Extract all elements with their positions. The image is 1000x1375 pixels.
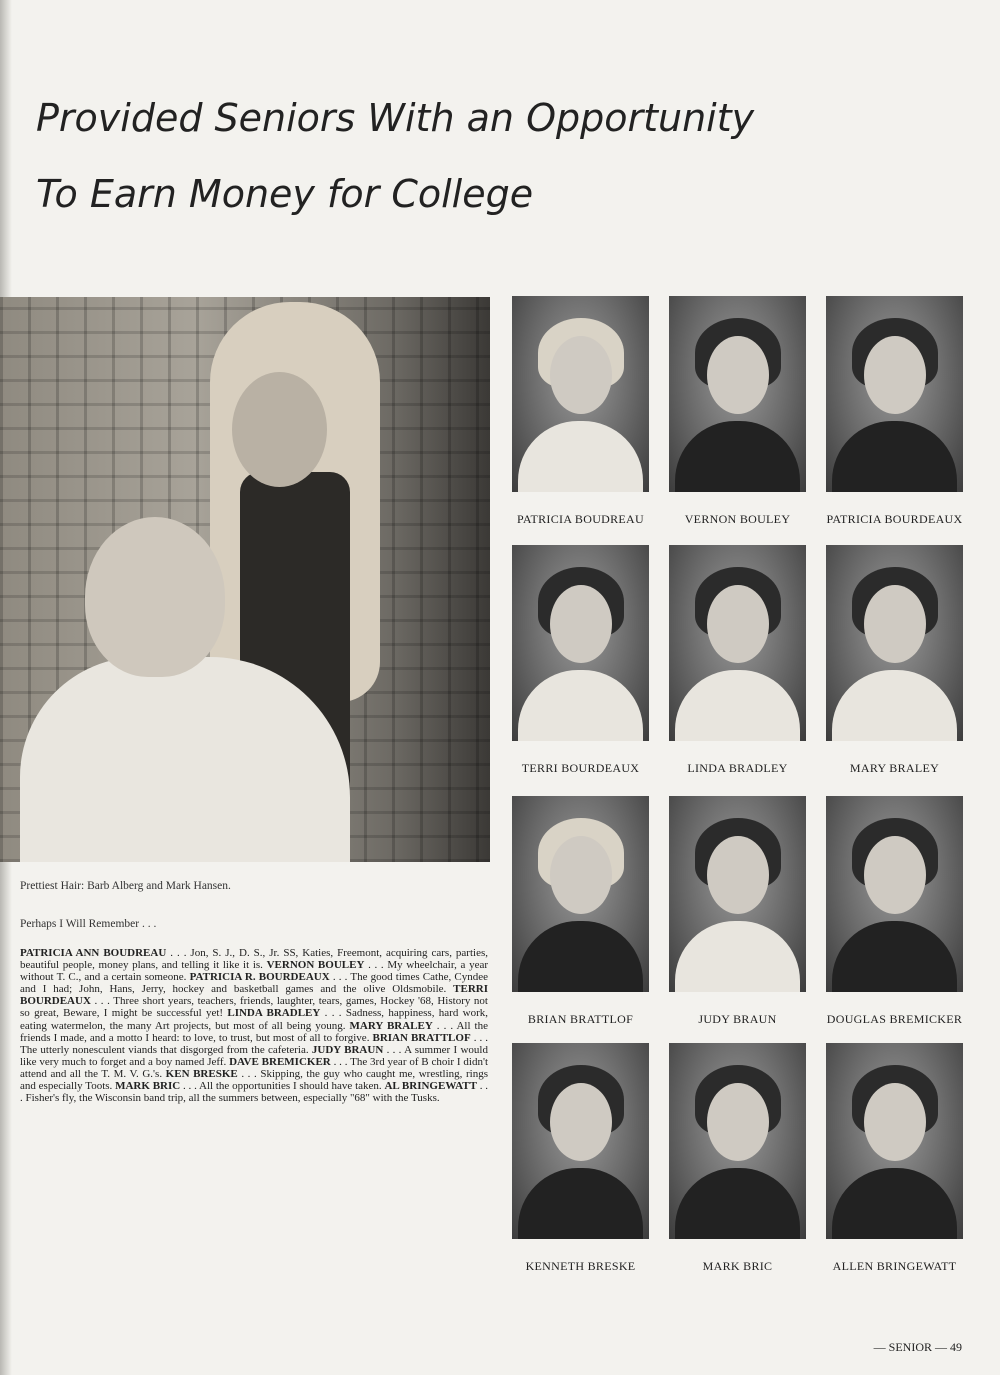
memory-text: . . . The utterly nonesculent viands that disgorged from the cafeteria. (20, 1031, 489, 1056)
memory-entry (115, 1080, 384, 1092)
portrait-photo (669, 545, 806, 741)
portrait-name: LINDA BRADLEY (687, 761, 788, 775)
memory-text: . . . My wheelchair, a year without T. C., and a certain someone. (20, 959, 488, 984)
page-headline (36, 80, 936, 232)
portrait-name: TERRI BOURDEAUX (521, 761, 640, 775)
portrait-name: ALLEN BRINGEWATT (832, 1259, 957, 1273)
memory-text: . . . Jon, S. J., D. S., Jr. SS, Katies, Freemont, acquiring cars, parties, beautiful people, money plans, and telling it like it is. (20, 947, 488, 972)
portrait-name: PATRICIA BOURDEAUX (826, 512, 963, 526)
memory-name: JUDY BRAUN (311, 1043, 384, 1056)
portrait-photo (826, 545, 963, 741)
portrait-name: BRIAN BRATTLOF (527, 1012, 634, 1026)
headline-line-2: To Earn Money for College (36, 172, 534, 216)
senior-portrait (826, 1043, 963, 1273)
memory-name: DAVE BREMICKER (229, 1055, 331, 1068)
senior-memories-text (20, 947, 488, 1104)
memory-name: TERRI BOURDEAUX (20, 983, 488, 1008)
portrait-photo (826, 796, 963, 992)
senior-portrait (512, 796, 649, 1026)
memory-text: . . . The good times Cathe, Cyndee and I had; John, Hans, Jerry, hockey and basketball games and the olive Oldsmobile. (20, 971, 488, 996)
portrait-name: MARK BRIC (702, 1259, 773, 1273)
senior-portrait (669, 296, 806, 526)
senior-portrait (826, 545, 963, 775)
page-number: — SENIOR — 49 (873, 1340, 962, 1354)
senior-portrait (512, 296, 649, 526)
memory-name: BRIAN BRATTLOF (372, 1031, 471, 1044)
memory-text: . . . Sadness, happiness, hard work, eating watermelon, the many Art projects, but most of all being young. (20, 1007, 488, 1032)
portrait-photo (826, 1043, 963, 1239)
portrait-photo (512, 296, 649, 492)
photo-caption: Prettiest Hair: Barb Alberg and Mark Hansen. (20, 880, 231, 892)
memory-text: . . . Skipping, the guy who caught me, wrestling, rings and especially Toots. (20, 1067, 489, 1093)
portrait-name: DOUGLAS BREMICKER (826, 1012, 963, 1026)
photo-figure-girl-face (232, 372, 327, 487)
portrait-photo (512, 545, 649, 741)
memory-name: AL BRINGEWATT (384, 1080, 477, 1093)
portrait-name: JUDY BRAUN (698, 1012, 777, 1026)
portrait-name: MARY BRALEY (849, 761, 940, 775)
portrait-photo (669, 796, 806, 992)
senior-portrait (669, 1043, 806, 1273)
portrait-photo (512, 1043, 649, 1239)
photo-figure-boy-head (85, 517, 225, 677)
headline-line-1: Provided Seniors With an Opportunity (36, 96, 755, 140)
memory-name: KEN BRESKE (165, 1067, 238, 1080)
memory-name: MARK BRIC (115, 1080, 181, 1093)
memory-text: . . . All the opportunities I should have taken. (180, 1080, 385, 1093)
portrait-photo (826, 296, 963, 492)
senior-portrait (669, 796, 806, 1026)
memory-name: VERNON BOULEY (266, 959, 365, 972)
remember-heading: Perhaps I Will Remember . . . (20, 918, 157, 930)
senior-portrait (826, 296, 963, 526)
memory-text: . . . Three short years, teachers, friends, laughter, tears, games, Hockey '68, History not so great, Beware, I might be successful yet! (20, 995, 488, 1020)
memory-text: . . . A summer I would like very much to forget and a boy named Jeff. (20, 1043, 488, 1068)
portrait-photo (512, 796, 649, 992)
main-candid-photo (0, 297, 490, 862)
senior-portrait (512, 545, 649, 775)
memory-text: . . . The 3rd year of B choir I didn't attend and all the T. M. V. G.'s. (20, 1055, 489, 1080)
memory-name: PATRICIA ANN BOUDREAU (20, 947, 167, 959)
portrait-name: VERNON BOULEY (684, 512, 791, 526)
memory-name: MARY BRALEY (349, 1019, 433, 1032)
memory-text: . . . Fisher's fly, the Wisconsin band trip, all the summers between, especially "68" with the Tusks. (20, 1080, 488, 1105)
portrait-name: KENNETH BRESKE (525, 1259, 636, 1273)
memory-name: PATRICIA R. BOURDEAUX (189, 971, 330, 984)
portrait-photo (669, 1043, 806, 1239)
portrait-photo (669, 296, 806, 492)
senior-portrait (669, 545, 806, 775)
portrait-name: PATRICIA BOUDREAU (516, 512, 644, 526)
memory-name: LINDA BRADLEY (227, 1007, 321, 1020)
memory-text: . . . All the friends I made, and a motto I heard: to love, to trust, but most of all to forgive. (20, 1019, 488, 1044)
senior-portrait (826, 796, 963, 1026)
senior-portrait (512, 1043, 649, 1273)
